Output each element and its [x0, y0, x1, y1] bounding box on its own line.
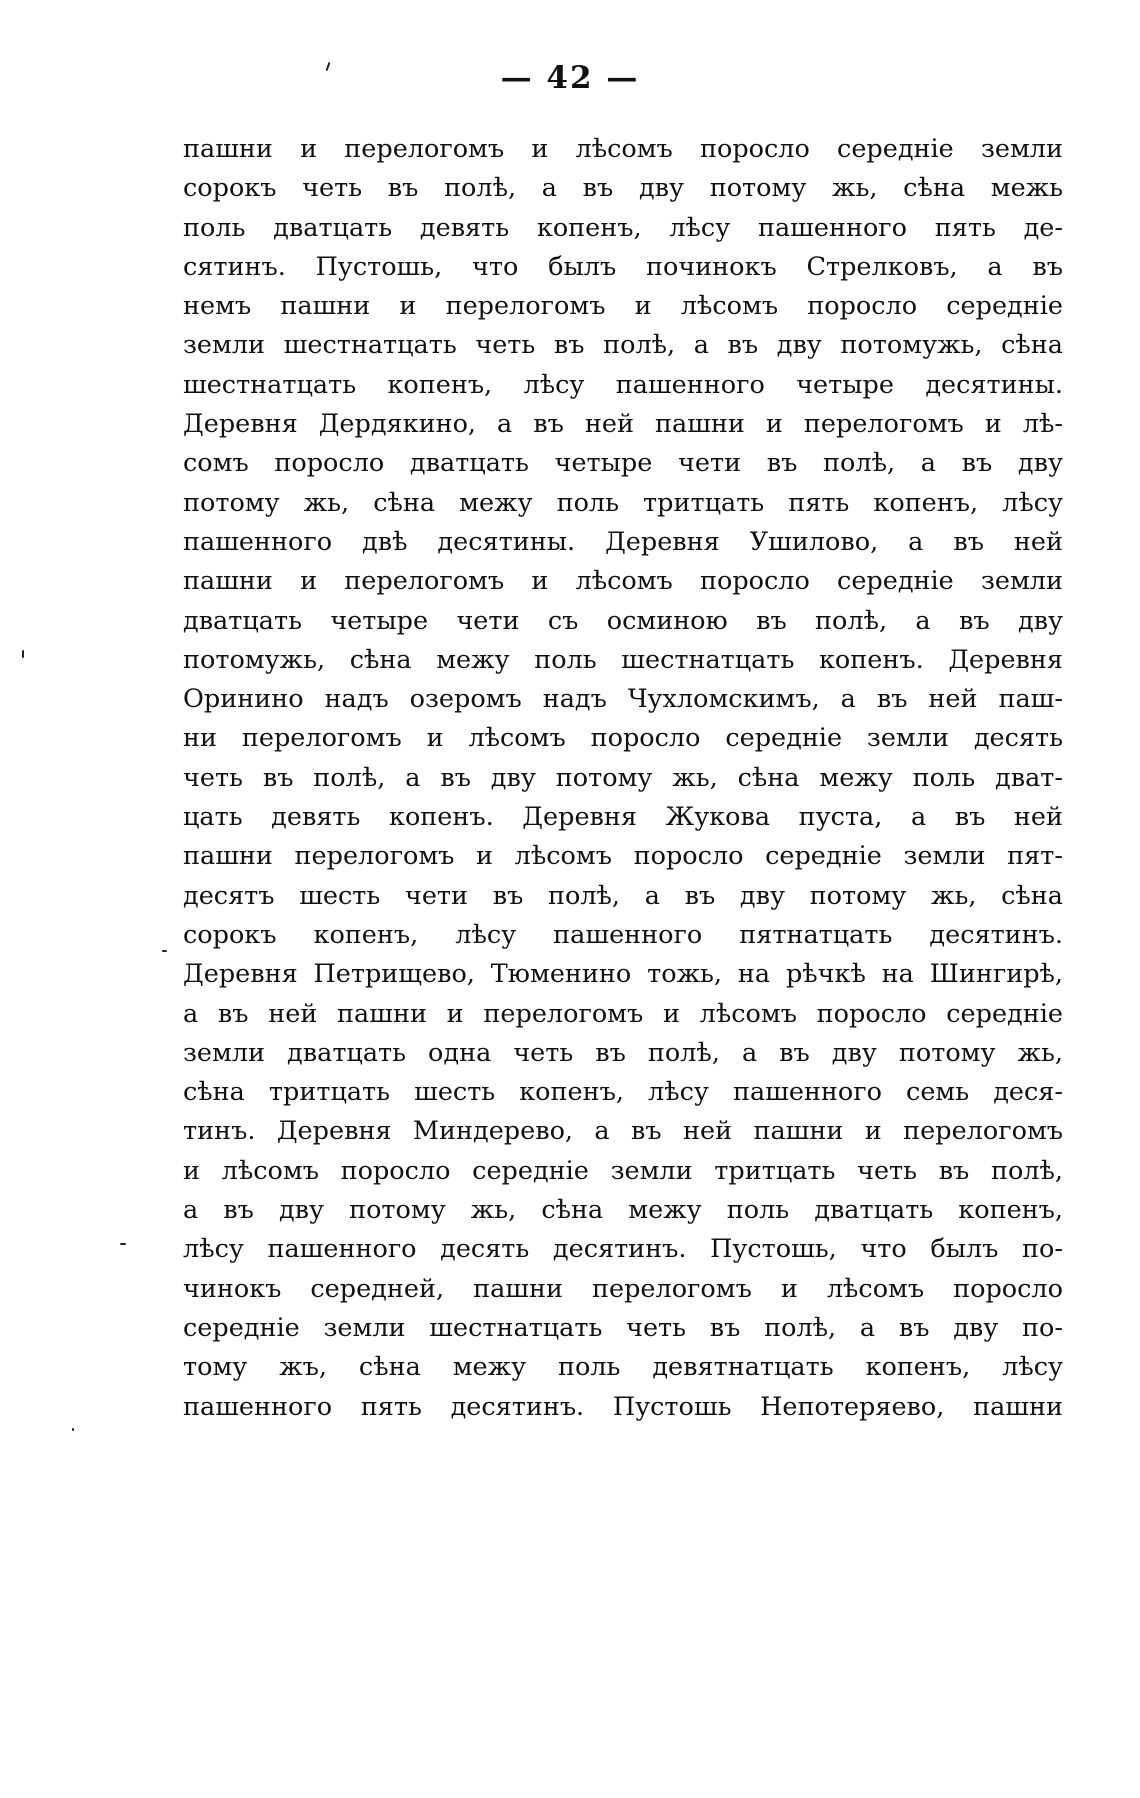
text-line: сятинъ. Пустошь, что былъ починокъ Стрелковъ, а въ — [183, 251, 1063, 282]
scan-speck — [72, 1428, 74, 1431]
text-line: земли шестнатцать четь въ полѣ, а въ дву потомужь, сѣна — [183, 330, 1063, 361]
text-line: пашни и перелогомъ и лѣсомъ поросло середніе земли — [183, 134, 1063, 164]
text-line: Оринино надъ озеромъ надъ Чухломскимъ, а въ ней паш- — [183, 684, 1063, 715]
text-line: поль дватцать девять копенъ, лѣсу пашенного пять де- — [183, 212, 1063, 243]
text-line: Деревня Петрищево, Тюменино тожь, на рѣчкѣ на Шингирѣ, — [183, 959, 1063, 990]
text-line: Деревня Дердякино, а въ ней пашни и перелогомъ и лѣ- — [183, 409, 1063, 440]
text-line: тому жъ, сѣна межу поль девятнатцать копенъ, лѣсу — [183, 1352, 1063, 1383]
text-line: пашенного двѣ десятины. Деревня Ушилово, а въ ней — [183, 526, 1063, 557]
text-line: шестнатцать копенъ, лѣсу пашенного четыре десятины. — [183, 369, 1063, 400]
scan-speck — [22, 650, 24, 658]
text-line: сорокъ копенъ, лѣсу пашенного пятнатцать десятинъ. — [183, 919, 1063, 950]
text-line: лѣсу пашенного десять десятинъ. Пустошь, что былъ по- — [183, 1234, 1063, 1265]
body-text — [183, 130, 1063, 1427]
text-line: земли дватцать одна четь въ полѣ, а въ дву потому жь, — [183, 1037, 1063, 1068]
text-line: десятъ шесть чети въ полѣ, а въ дву потому жь, сѣна — [183, 880, 1063, 911]
text-line: а въ дву потому жь, сѣна межу поль дватцать копенъ, — [183, 1195, 1063, 1226]
text-line: пашни и перелогомъ и лѣсомъ поросло середніе земли — [183, 566, 1063, 597]
text-line: пашни перелогомъ и лѣсомъ поросло середніе земли пят- — [183, 841, 1063, 872]
text-line: четь въ полѣ, а въ дву потому жь, сѣна межу поль дват- — [183, 762, 1063, 793]
text-line: ни перелогомъ и лѣсомъ поросло середніе земли десять — [183, 723, 1063, 754]
text-line: пашенного пять десятинъ. Пустошь Непотеряево, пашни — [183, 1391, 1063, 1422]
text-line: потомужь, сѣна межу поль шестнатцать копенъ. Деревня — [183, 644, 1063, 675]
text-line: тинъ. Деревня Миндерево, а въ ней пашни и перелогомъ — [183, 1116, 1063, 1147]
scan-speck — [162, 950, 167, 952]
text-line: середніе земли шестнатцать четь въ полѣ, а въ дву по- — [183, 1312, 1063, 1343]
scan-speck — [120, 1243, 126, 1245]
text-line: сорокъ четь въ полѣ, а въ дву потому жь, сѣна межь — [183, 173, 1063, 204]
text-line: а въ ней пашни и перелогомъ и лѣсомъ поросло середніе — [183, 998, 1063, 1029]
text-line: сѣна тритцать шесть копенъ, лѣсу пашенного семь деся- — [183, 1077, 1063, 1108]
text-line: цать девять копенъ. Деревня Жукова пуста, а въ ней — [183, 802, 1063, 833]
text-line: дватцать четыре чети съ осминою въ полѣ, а въ дву — [183, 605, 1063, 636]
page-number: — 42 — — [500, 60, 640, 96]
text-line: сомъ поросло дватцать четыре чети въ полѣ, а въ дву — [183, 448, 1063, 479]
text-line: потому жь, сѣна межу поль тритцать пять копенъ, лѣсу — [183, 487, 1063, 518]
text-line: чинокъ середней, пашни перелогомъ и лѣсомъ поросло — [183, 1273, 1063, 1304]
text-line: и лѣсомъ поросло середніе земли тритцать четь въ полѣ, — [183, 1155, 1063, 1186]
text-line: немъ пашни и перелогомъ и лѣсомъ поросло середніе — [183, 291, 1063, 322]
